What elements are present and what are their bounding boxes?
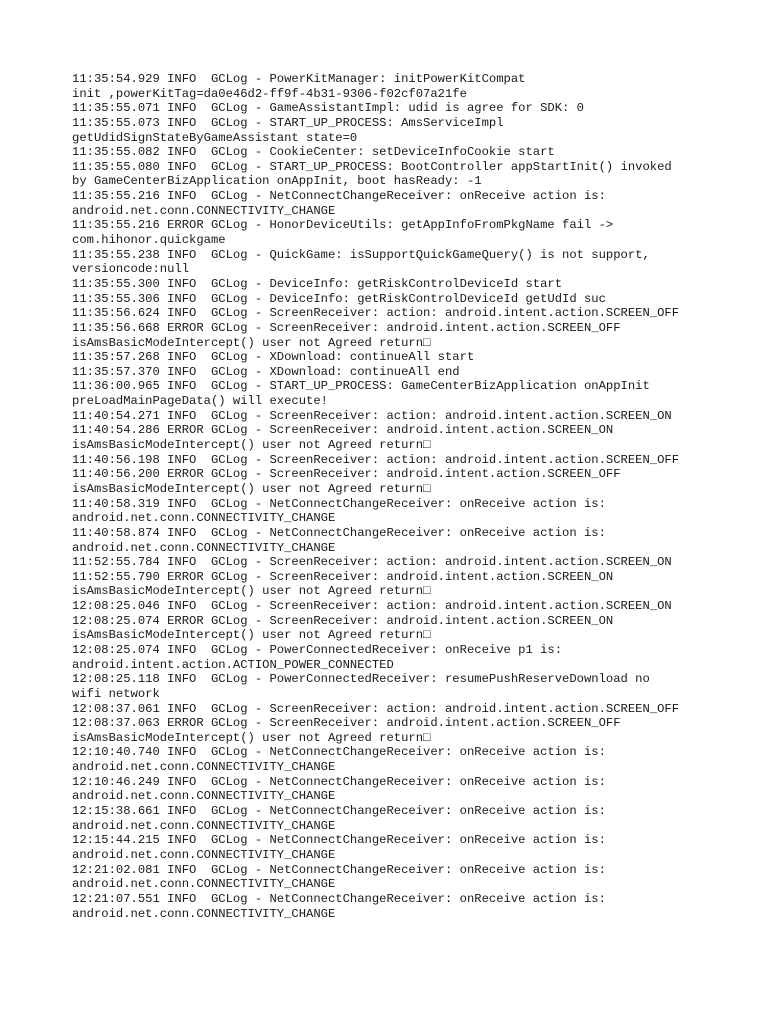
- log-line: 12:15:38.661 INFO GCLog - NetConnectChangeReceiver: onReceive action is:: [72, 804, 606, 819]
- log-line: 11:40:58.874 INFO GCLog - NetConnectChangeReceiver: onReceive action is:: [72, 525, 606, 540]
- log-line: 12:08:37.063 ERROR GCLog - ScreenReceiver: android.intent.action.SCREEN_OFF: [72, 716, 621, 731]
- log-line: init ,powerKitTag=da0e46d2-ff9f-4b31-9306-f02cf07a21fe: [72, 86, 467, 101]
- log-line: android.net.conn.CONNECTIVITY_CHANGE: [72, 818, 336, 833]
- log-line: isAmsBasicModeIntercept() user not Agreed return□: [72, 628, 431, 643]
- log-line: 11:35:55.071 INFO GCLog - GameAssistantImpl: udid is agree for SDK: 0: [72, 101, 584, 116]
- log-line: android.net.conn.CONNECTIVITY_CHANGE: [72, 906, 336, 921]
- log-line: android.net.conn.CONNECTIVITY_CHANGE: [72, 511, 336, 526]
- log-line: isAmsBasicModeIntercept() user not Agreed return□: [72, 438, 431, 453]
- log-line: android.net.conn.CONNECTIVITY_CHANGE: [72, 203, 336, 218]
- log-line: 11:40:54.286 ERROR GCLog - ScreenReceiver: android.intent.action.SCREEN_ON: [72, 423, 614, 438]
- log-line: 11:35:57.268 INFO GCLog - XDownload: continueAll start: [72, 350, 475, 365]
- log-line: versioncode:null: [72, 262, 190, 277]
- log-line: preLoadMainPageData() will execute!: [72, 394, 328, 409]
- log-line: 11:35:55.082 INFO GCLog - CookieCenter: setDeviceInfoCookie start: [72, 145, 555, 160]
- log-line: com.hihonor.quickgame: [72, 233, 226, 248]
- log-line: 12:08:25.118 INFO GCLog - PowerConnectedReceiver: resumePushReserveDownload no: [72, 672, 650, 687]
- log-line: 12:08:25.074 ERROR GCLog - ScreenReceiver: android.intent.action.SCREEN_ON: [72, 613, 614, 628]
- log-line: 11:35:56.624 INFO GCLog - ScreenReceiver: action: android.intent.action.SCREEN_OFF: [72, 306, 680, 321]
- log-line: isAmsBasicModeIntercept() user not Agreed return□: [72, 481, 431, 496]
- log-line: 11:35:55.300 INFO GCLog - DeviceInfo: getRiskControlDeviceId start: [72, 276, 563, 291]
- log-line: 12:08:25.074 INFO GCLog - PowerConnectedReceiver: onReceive p1 is:: [72, 642, 563, 657]
- log-line: isAmsBasicModeIntercept() user not Agreed return□: [72, 730, 431, 745]
- log-line: 12:08:25.046 INFO GCLog - ScreenReceiver: action: android.intent.action.SCREEN_ON: [72, 599, 672, 614]
- log-line: 11:35:57.370 INFO GCLog - XDownload: continueAll end: [72, 364, 460, 379]
- log-line: 12:10:46.249 INFO GCLog - NetConnectChangeReceiver: onReceive action is:: [72, 774, 606, 789]
- log-line: 11:35:55.216 INFO GCLog - NetConnectChangeReceiver: onReceive action is:: [72, 189, 606, 204]
- log-line: android.net.conn.CONNECTIVITY_CHANGE: [72, 877, 336, 892]
- log-line: android.net.conn.CONNECTIVITY_CHANGE: [72, 760, 336, 775]
- log-line: 11:35:55.306 INFO GCLog - DeviceInfo: getRiskControlDeviceId getUdId suc: [72, 291, 606, 306]
- log-line: 11:35:56.668 ERROR GCLog - ScreenReceiver: android.intent.action.SCREEN_OFF: [72, 320, 621, 335]
- log-line: 11:35:55.080 INFO GCLog - START_UP_PROCESS: BootController appStartInit() invoked: [72, 159, 672, 174]
- log-line: 11:40:56.198 INFO GCLog - ScreenReceiver: action: android.intent.action.SCREEN_OFF: [72, 452, 680, 467]
- log-line: 11:35:55.216 ERROR GCLog - HonorDeviceUtils: getAppInfoFromPkgName fail ->: [72, 218, 614, 233]
- log-line: android.intent.action.ACTION_POWER_CONNECTED: [72, 657, 394, 672]
- log-line: 11:35:55.238 INFO GCLog - QuickGame: isSupportQuickGameQuery() is not support,: [72, 247, 650, 262]
- log-line: 12:10:40.740 INFO GCLog - NetConnectChangeReceiver: onReceive action is:: [72, 745, 606, 760]
- log-line: 12:21:07.551 INFO GCLog - NetConnectChangeReceiver: onReceive action is:: [72, 891, 606, 906]
- log-line: by GameCenterBizApplication onAppInit, boot hasReady: -1: [72, 174, 482, 189]
- log-line: 11:40:54.271 INFO GCLog - ScreenReceiver: action: android.intent.action.SCREEN_ON: [72, 408, 672, 423]
- log-line: 11:35:54.929 INFO GCLog - PowerKitManager: initPowerKitCompat: [72, 72, 526, 86]
- log-line: android.net.conn.CONNECTIVITY_CHANGE: [72, 540, 336, 555]
- log-line: 11:52:55.784 INFO GCLog - ScreenReceiver: action: android.intent.action.SCREEN_ON: [72, 555, 672, 570]
- log-line: 12:15:44.215 INFO GCLog - NetConnectChangeReceiver: onReceive action is:: [72, 833, 606, 848]
- log-line: isAmsBasicModeIntercept() user not Agreed return□: [72, 335, 431, 350]
- log-line: 11:52:55.790 ERROR GCLog - ScreenReceiver: android.intent.action.SCREEN_ON: [72, 569, 614, 584]
- log-line: 12:21:02.081 INFO GCLog - NetConnectChangeReceiver: onReceive action is:: [72, 862, 606, 877]
- log-line: 11:35:55.073 INFO GCLog - START_UP_PROCESS: AmsServiceImpl: [72, 115, 504, 130]
- log-line: getUdidSignStateByGameAssistant state=0: [72, 130, 358, 145]
- log-line: android.net.conn.CONNECTIVITY_CHANGE: [72, 847, 336, 862]
- log-line: 11:40:58.319 INFO GCLog - NetConnectChangeReceiver: onReceive action is:: [72, 496, 606, 511]
- log-line: isAmsBasicModeIntercept() user not Agreed return□: [72, 584, 431, 599]
- log-line: 11:40:56.200 ERROR GCLog - ScreenReceiver: android.intent.action.SCREEN_OFF: [72, 467, 621, 482]
- log-line: wifi network: [72, 686, 160, 701]
- log-line: 11:36:00.965 INFO GCLog - START_UP_PROCESS: GameCenterBizApplication onAppInit: [72, 379, 650, 394]
- log-line: android.net.conn.CONNECTIVITY_CHANGE: [72, 789, 336, 804]
- log-text-body: [72, 72, 762, 921]
- log-line: 12:08:37.061 INFO GCLog - ScreenReceiver: action: android.intent.action.SCREEN_OFF: [72, 701, 680, 716]
